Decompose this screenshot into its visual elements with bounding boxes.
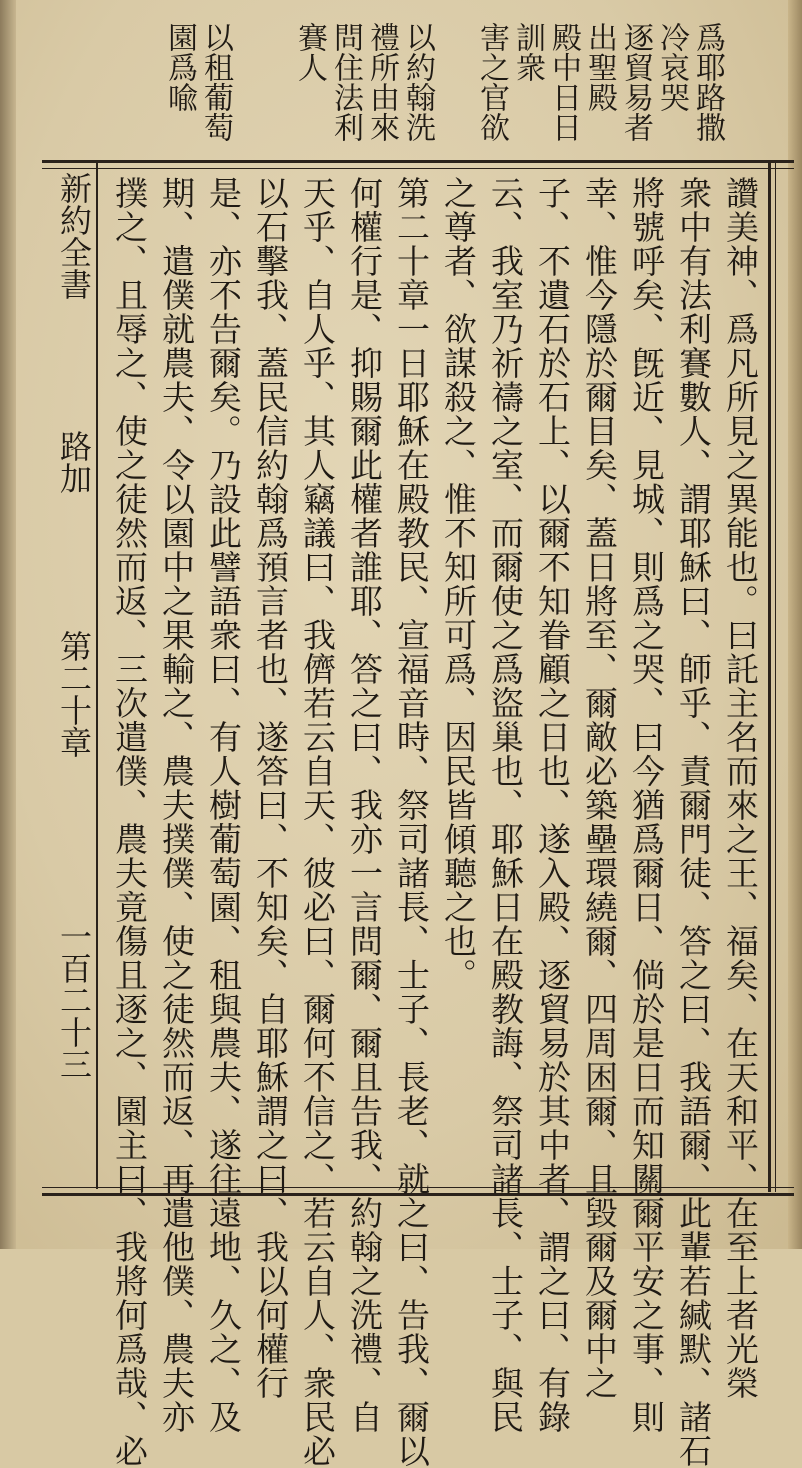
text-column: 何權行是、抑賜爾此權者誰耶、答之曰、我亦一言問爾、爾且告我、約翰之洗禮、自 <box>345 176 384 1434</box>
margin-note: 害之官欲 <box>474 22 509 142</box>
text-column: 云、我室乃祈禱之室、而爾使之爲盜巢也、耶穌日在殿教誨、祭司諸長、士子、與民 <box>486 176 525 1434</box>
margin-note: 殿中日日 <box>546 22 581 142</box>
text-column: 子、不遺石於石上、以爾不知眷顧之日也、遂入殿、逐貿易於其中者、謂之曰、有錄 <box>533 176 572 1434</box>
text-column: 以石擊我、蓋民信約翰爲預言者也、遂答曰、不知矣、自耶穌謂之曰、我以何權行 <box>251 176 290 1400</box>
text-column: 期、遣僕就農夫、令以園中之果輸之、農夫撲僕、使之徒然而返、再遣他僕、農夫亦 <box>157 176 196 1434</box>
book-binding <box>0 0 16 1249</box>
page-edge <box>788 0 802 1249</box>
chapter-label: 第二十章 <box>55 630 93 758</box>
frame-top-rule <box>42 160 794 169</box>
text-column: 是、亦不告爾矣。乃設此譬語衆曰、有人樹葡萄園、租與農夫、遂往遠地、久之、及 <box>204 176 243 1434</box>
margin-note: 禮所由來 <box>364 22 399 142</box>
book-title: 新約全書 <box>55 172 93 300</box>
margin-note: 以約翰洗 <box>400 22 435 142</box>
text-column: 將號呼矣、旣近、見城、則爲之哭、曰今猶爲爾日、倘於是日而知關爾平安之事、則 <box>627 176 666 1434</box>
text-column: 衆中有法利賽數人、謂耶穌曰、師乎、責爾門徒、答之曰、我語爾、此輩若緘默、諸石 <box>674 176 713 1468</box>
text-column: 讚美神、爲凡所見之異能也。曰託主名而來之王、福矣、在天和平、在至上者光榮 <box>721 176 760 1400</box>
page-number: 一百二十三 <box>55 920 93 1080</box>
margin-note: 出聖殿 <box>582 22 617 112</box>
text-column: 撲之、且辱之、使之徒然而返、三次遣僕、農夫竟傷且逐之、園主曰、我將何爲哉、必 <box>110 176 149 1468</box>
header-separator <box>96 163 98 1189</box>
frame-right-rule <box>768 160 776 1192</box>
text-column: 天乎、自人乎、其人竊議曰、我儕若云自天、彼必曰、爾何不信之、若云自人、衆民必 <box>298 176 337 1468</box>
text-column: 第二十章一日耶穌在殿教民、宣福音時、祭司諸長、士子、長老、就之曰、告我、爾以 <box>392 176 431 1468</box>
margin-note: 園爲喩 <box>162 22 197 112</box>
margin-note: 爲耶路撒 <box>690 22 725 142</box>
margin-note: 以租葡萄 <box>198 22 233 142</box>
running-header <box>44 172 94 1184</box>
margin-note: 逐貿易者 <box>618 22 653 142</box>
margin-note: 問住法利 <box>328 22 363 142</box>
margin-note: 訓衆 <box>510 22 545 82</box>
text-column: 之尊者、欲謀殺之、惟不知所可爲、因民皆傾聽之也。 <box>439 176 478 992</box>
text-column: 幸、惟今隱於爾目矣、蓋日將至、爾敵必築壘環繞爾、四周困爾、且毀爾及爾中之 <box>580 176 619 1400</box>
margin-note: 冷哀哭 <box>654 22 689 112</box>
book-name: 路加 <box>55 430 93 494</box>
margin-note: 賽人 <box>292 22 327 82</box>
